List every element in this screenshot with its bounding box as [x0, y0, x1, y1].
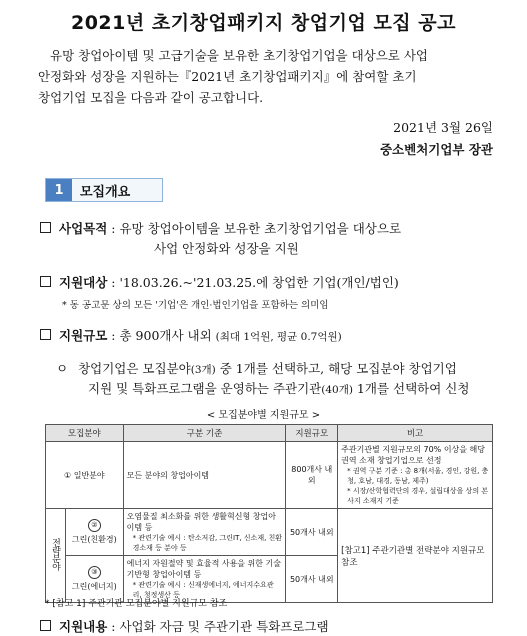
section-title: 모집개요 [80, 184, 131, 200]
energy-criteria-sub: * 관련기술 예시 : 신재생에너지, 에너지수요관리, 청정생산 등 [132, 581, 274, 599]
section-header [45, 178, 163, 202]
energy-criteria-text: 에너지 자원절약 및 효율적 사용을 위한 기술기반형 창업아이템 등 [126, 559, 282, 579]
green-num: ② [88, 519, 101, 532]
checkbox-square-icon [40, 329, 51, 340]
general-remarks-sub: * 시장/산학협력단의 경우, 설립대상을 상의 본사지 소재지 기준 [347, 487, 489, 505]
general-criteria: 모든 분야의 창업아이템 [123, 442, 286, 509]
header-remarks: 비고 [338, 425, 493, 442]
content-text: 사업화 자금 및 주관기관 특화프로그램 [119, 619, 329, 634]
purpose-label: 사업목적 [59, 221, 108, 236]
green-label: 그린(친환경) [71, 535, 117, 544]
general-remarks-sub: * 권역 구분 기준 : 총 8개(서울, 경인, 강원, 충청, 호남, 대경, 동남, 제주) [347, 467, 489, 485]
general-label: 일반분야 [73, 470, 105, 480]
target-text: '18.03.26.~'21.03.25.에 창업한 기업(개인/법인) [119, 275, 399, 290]
scale-colon: : [107, 328, 120, 343]
bullet-mark: ㅇ [56, 361, 69, 376]
table-row [46, 509, 493, 556]
energy-scale: 50개사 내외 [286, 556, 338, 603]
intro-line: 안정화와 성장을 지원하는『2021년 초기창업패키지』에 참여할 초기 [38, 69, 417, 84]
general-remarks-main: 주관기관별 지원규모의 70% 이상을 해당 권역 소재 창업기업으로 선정 [341, 445, 486, 465]
checkbox-square-icon [40, 620, 51, 631]
intro-paragraph [38, 45, 498, 108]
target-label: 지원대상 [59, 275, 108, 290]
header-scale: 지원규모 [286, 425, 338, 442]
scale-label: 지원규모 [59, 328, 108, 343]
content-colon: : [107, 619, 120, 634]
green-criteria-sub: * 관련기술 예시 : 탄소저감, 그린IT, 신소재, 친환경소재 등 분야 등 [132, 534, 283, 552]
target-row [40, 273, 399, 291]
target-colon: : [107, 275, 120, 290]
general-remarks [338, 442, 493, 509]
header-criteria: 구분 기준 [123, 425, 286, 442]
bullet-line1 [56, 359, 457, 377]
content-row [40, 617, 329, 635]
table-row [46, 442, 493, 509]
target-note: * 동 공고문 상의 모든 '기업'은 개인·법인기업을 포함하는 의미임 [62, 300, 329, 311]
green-criteria [123, 509, 286, 556]
strategic-label: 전략분야 [50, 538, 60, 570]
green-scale: 50개사 내외 [286, 509, 338, 556]
content-label: 지원내용 [59, 619, 108, 634]
energy-label: 그린(에너지) [71, 582, 117, 591]
checkbox-square-icon [40, 222, 51, 233]
scale-row [40, 326, 342, 344]
bullet-small: (3개) [190, 364, 216, 376]
purpose-colon: : [107, 221, 120, 236]
intro-line: 창업기업 모집을 다음과 같이 공고합니다. [38, 90, 264, 105]
intro-line: 유망 창업아이템 및 고급기술을 보유한 초기창업기업을 대상으로 사업 [50, 48, 428, 63]
green-criteria-text: 오염물질 최소화를 위한 생활혁신형 창업아이템 등 [126, 512, 276, 532]
table-caption: < 모집분야별 지원규모 > [206, 410, 321, 421]
energy-num: ③ [88, 566, 101, 579]
purpose-row [40, 219, 401, 237]
scale-text: 총 900개사 내외 [119, 328, 212, 343]
header-field: 모집분야 [46, 425, 124, 442]
purpose-text-line2: 사업 안정화와 성장을 지원 [154, 241, 299, 256]
strategic-remarks: [참고1] 주관기관별 전략분야 지원규모 참조 [338, 509, 493, 603]
general-scale: 800개사 내외 [286, 442, 338, 509]
table-header-row [46, 425, 493, 442]
bullet-text: 지원 및 특화프로그램을 운영하는 주관기관 [88, 381, 322, 396]
bullet-small: (40개) [321, 384, 353, 396]
bullet-text: 창업기업은 모집분야 [78, 361, 191, 376]
page-title: 2021년 초기창업패키지 창업기업 모집 공고 [70, 12, 456, 34]
bullet-line2 [88, 379, 469, 397]
general-num: ① [64, 470, 72, 480]
bullet-text: 1개를 선택하여 신청 [352, 381, 470, 396]
general-field-cell [46, 442, 124, 509]
announcement-date: 2021년 3월 26일 [393, 120, 493, 135]
purpose-text: 유망 창업아이템을 보유한 초기창업기업을 대상으로 [119, 221, 402, 236]
issuing-organization: 중소벤처기업부 장관 [379, 142, 493, 157]
green-field-cell [66, 509, 124, 556]
scale-small-text: (최대 1억원, 평균 0.7억원) [215, 331, 342, 343]
strategic-field-cell [46, 509, 66, 603]
recruitment-table [45, 424, 493, 603]
checkbox-square-icon [40, 276, 51, 287]
section-number: 1 [46, 179, 72, 201]
table-footnote: * [참고 1] 주관기관 모집분야별 지원규모 참조 [45, 599, 228, 609]
bullet-text: 중 1개를 선택하고, 해당 모집분야 창업기업 [215, 361, 457, 376]
